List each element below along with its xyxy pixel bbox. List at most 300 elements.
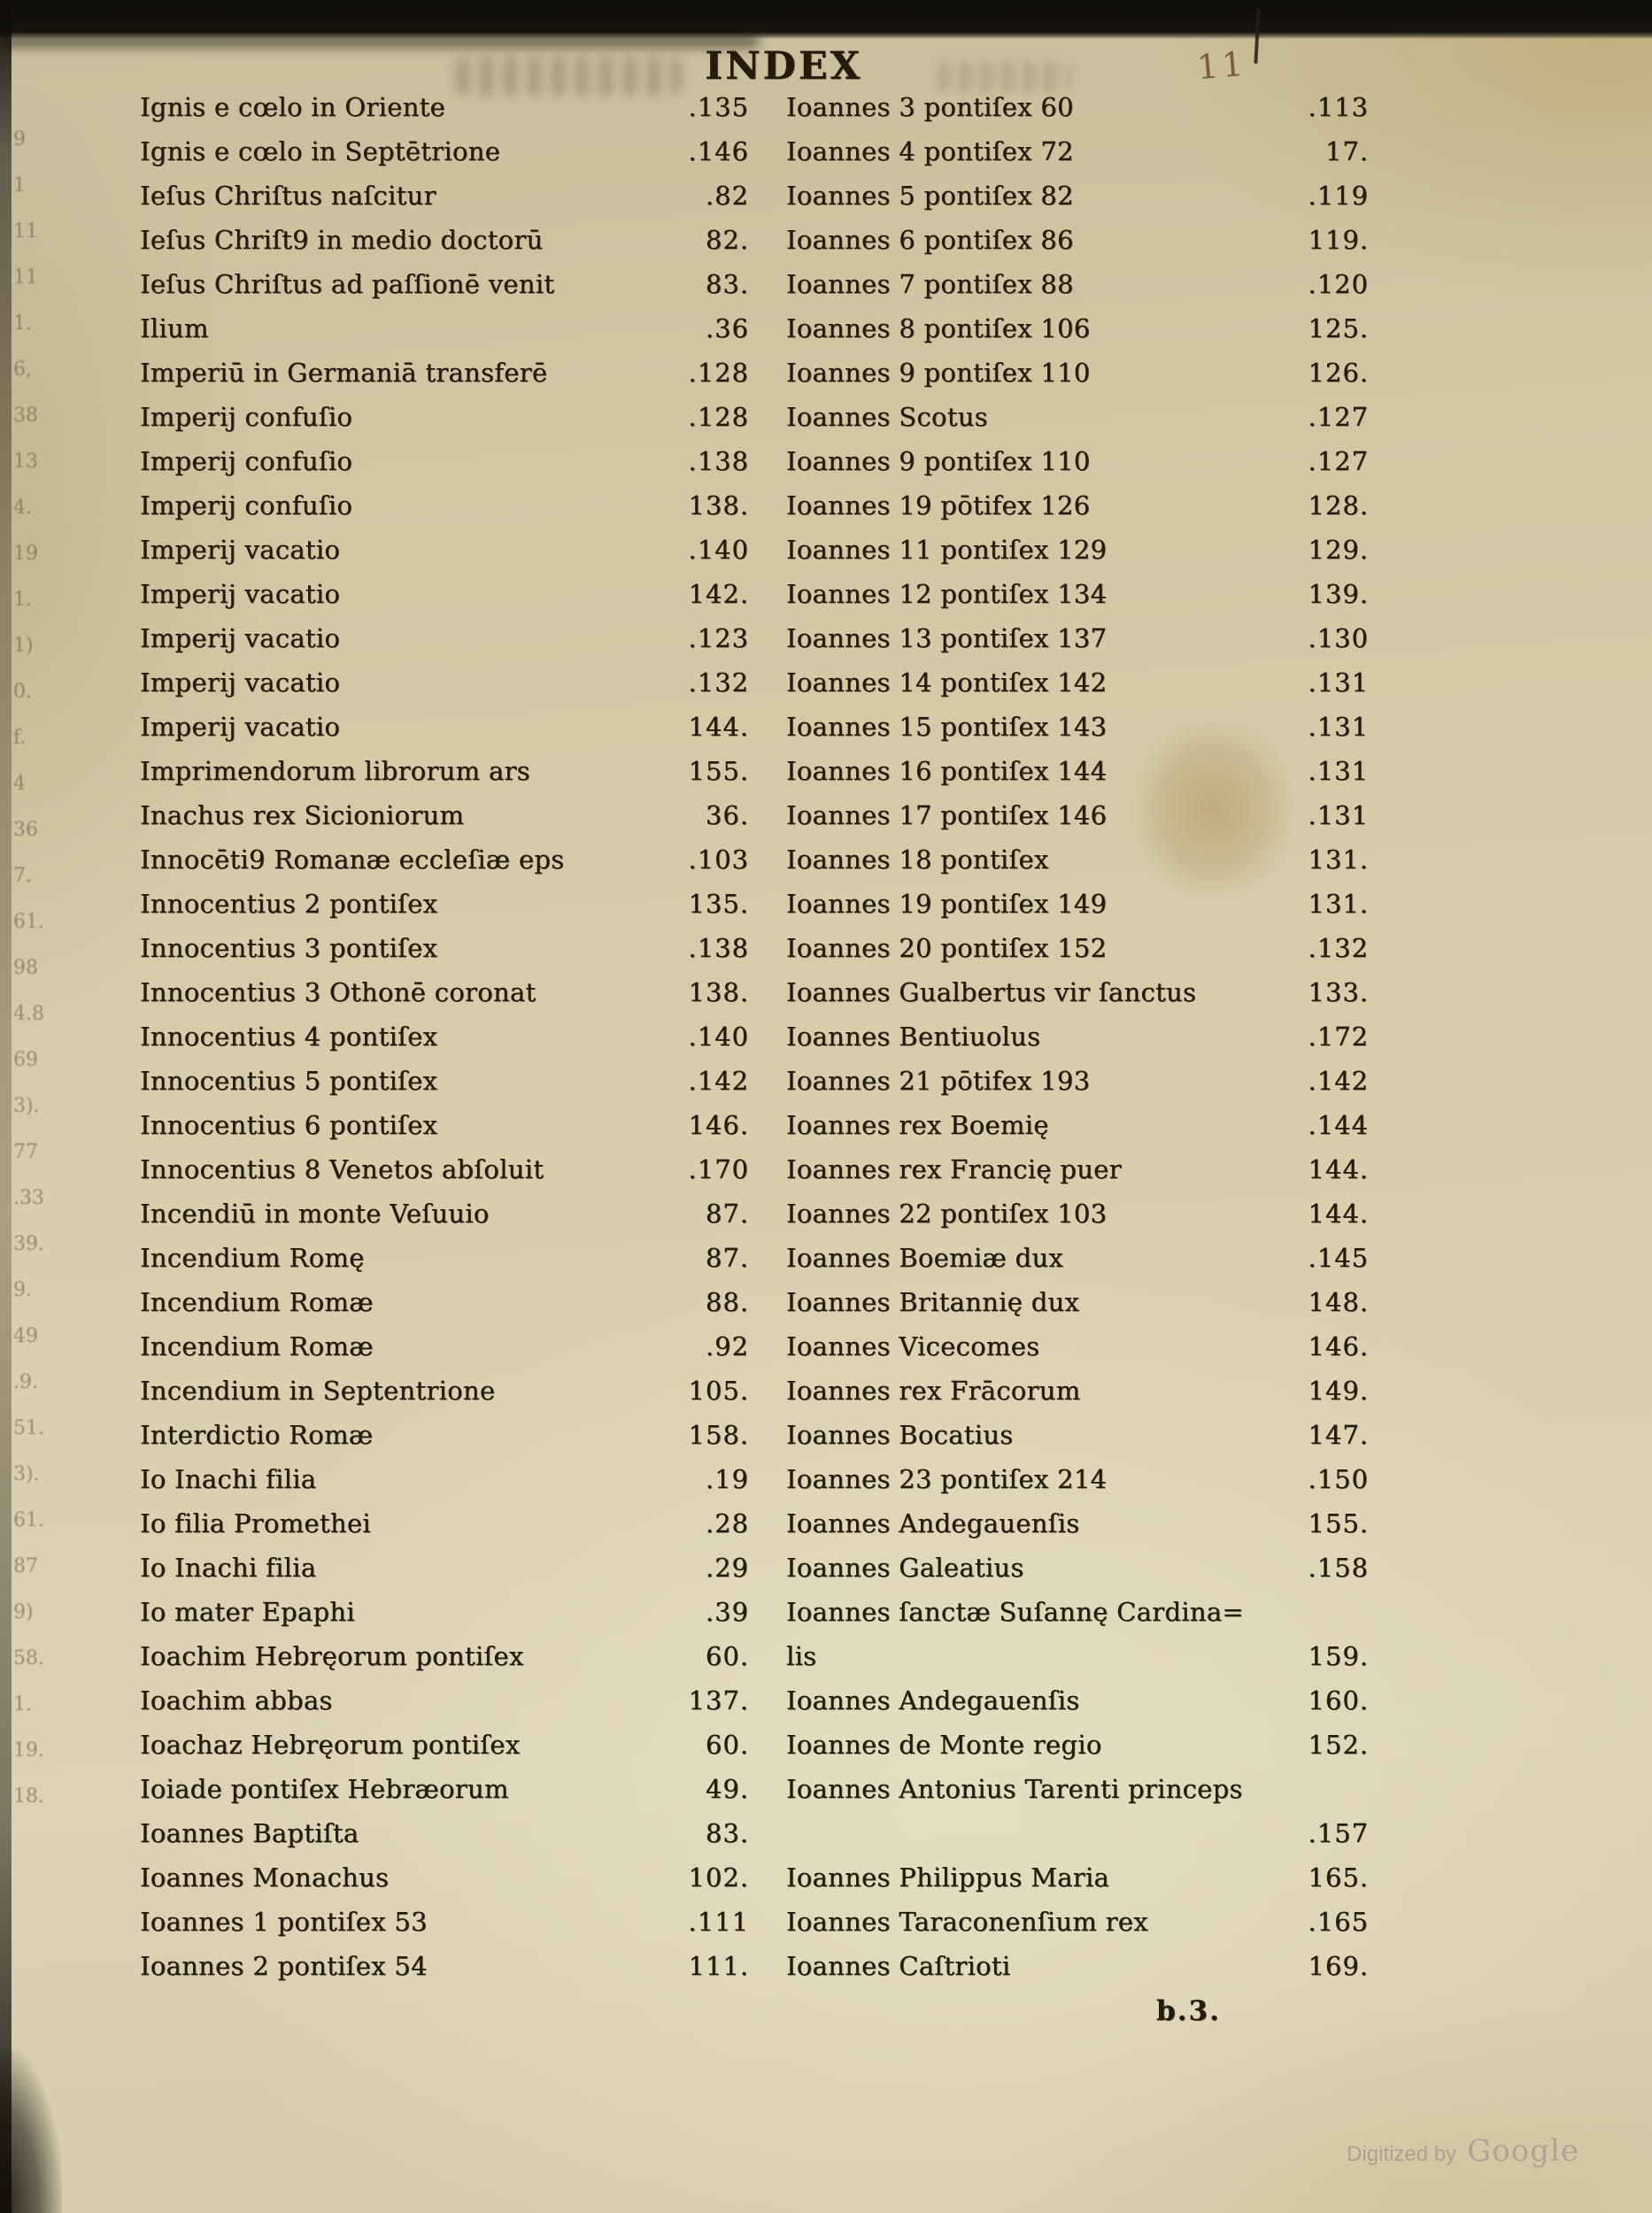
entry-label: Interdictio Romæ bbox=[140, 1420, 374, 1450]
entry-page-number: 111. bbox=[688, 1951, 749, 1981]
scan-edge-top-smudge bbox=[0, 34, 760, 48]
entry-label: Ioannes Monachus bbox=[140, 1862, 390, 1893]
index-entry bbox=[140, 1678, 749, 1723]
entry-page-number: 138. bbox=[688, 977, 749, 1007]
entry-label: Ioannes 21 pōtifex 193 bbox=[786, 1066, 1091, 1096]
index-entry bbox=[786, 1723, 1369, 1767]
index-entry bbox=[786, 882, 1369, 926]
entry-label: Ioannes 4 pontiſex 72 bbox=[786, 136, 1074, 166]
index-entry bbox=[786, 572, 1369, 616]
index-entry bbox=[140, 926, 749, 970]
index-entry bbox=[786, 1103, 1369, 1147]
entry-label: Ioannes Bocatius bbox=[786, 1420, 1014, 1450]
entry-label: Ioannes Taraconenſium rex bbox=[786, 1907, 1148, 1937]
entry-label: Ioannes 15 pontiſex 143 bbox=[786, 712, 1108, 742]
entry-label: Innocentius 5 pontiſex bbox=[140, 1066, 438, 1096]
index-entry bbox=[786, 1280, 1369, 1324]
entry-page-number: 152. bbox=[1308, 1730, 1369, 1760]
entry-page-number: .131 bbox=[1308, 800, 1369, 830]
entry-page-number: 131. bbox=[1308, 889, 1369, 919]
handwritten-page-number: 11 bbox=[1195, 43, 1249, 88]
entry-page-number: 129. bbox=[1308, 535, 1369, 565]
entry-label: Ioiade pontiſex Hebræorum bbox=[140, 1774, 509, 1804]
entry-page-number: 88. bbox=[705, 1287, 749, 1317]
index-entry bbox=[786, 173, 1369, 218]
entry-page-number: .140 bbox=[688, 1022, 749, 1052]
entry-label: Imperij vacatio bbox=[140, 712, 341, 742]
margin-mark: 1. bbox=[13, 1693, 32, 1716]
index-entry bbox=[786, 660, 1369, 705]
scan-corner-smudge bbox=[0, 2049, 62, 2213]
index-entry bbox=[140, 749, 749, 793]
entry-label: Ioannes 19 pōtifex 126 bbox=[786, 490, 1091, 520]
entry-label: Ieſus Chriſt9 in medio doctorū bbox=[140, 225, 544, 255]
entry-label: Ieſus Chriſtus naſcitur bbox=[140, 181, 436, 211]
entry-label: Ioannes 16 pontiſex 144 bbox=[786, 756, 1108, 786]
entry-label: Ioannes 5 pontiſex 82 bbox=[786, 181, 1074, 211]
entry-label: Ioannes rex Frācorum bbox=[786, 1376, 1081, 1406]
entry-label: Io filia Promethei bbox=[140, 1508, 371, 1538]
entry-label: Innocentius 3 pontiſex bbox=[140, 933, 438, 963]
entry-page-number: .36 bbox=[705, 313, 749, 343]
entry-page-number: 133. bbox=[1308, 977, 1369, 1007]
margin-mark: 69 bbox=[13, 1049, 38, 1071]
entry-label: Imperij vacatio bbox=[140, 535, 341, 565]
index-entry bbox=[140, 1280, 749, 1324]
entry-page-number: .140 bbox=[688, 535, 749, 565]
entry-label: Innocentius 3 Othonē coronat bbox=[140, 977, 537, 1007]
index-entry bbox=[140, 351, 749, 395]
margin-mark: 38 bbox=[13, 405, 38, 427]
index-entry bbox=[140, 1944, 749, 1988]
entry-page-number: 144. bbox=[1308, 1154, 1369, 1184]
entry-page-number: .157 bbox=[1308, 1818, 1369, 1848]
index-entry bbox=[140, 572, 749, 616]
entry-label: Ioannes Caſtrioti bbox=[786, 1951, 1011, 1981]
index-entry bbox=[140, 1811, 749, 1855]
index-entry bbox=[786, 85, 1369, 129]
index-entry bbox=[786, 793, 1369, 837]
entry-page-number: 165. bbox=[1308, 1862, 1369, 1893]
index-entry bbox=[140, 660, 749, 705]
index-entry bbox=[786, 1413, 1369, 1457]
entry-page-number: 149. bbox=[1308, 1376, 1369, 1406]
entry-label: Ioannes Scotus bbox=[786, 402, 988, 432]
margin-mark: .9. bbox=[13, 1371, 38, 1393]
entry-page-number: .142 bbox=[1308, 1066, 1369, 1096]
entry-label: Ioannes 11 pontiſex 129 bbox=[786, 535, 1108, 565]
entry-page-number: 83. bbox=[705, 1818, 749, 1848]
entry-label: Ioannes Baptiſta bbox=[140, 1818, 359, 1848]
index-entry bbox=[140, 1413, 749, 1457]
entry-label: Ioannes Andegauenſis bbox=[786, 1685, 1080, 1716]
index-entry bbox=[786, 1191, 1369, 1236]
index-entry bbox=[786, 1546, 1369, 1590]
entry-label: Io Inachi filia bbox=[140, 1553, 317, 1583]
index-entry bbox=[786, 1059, 1369, 1103]
index-entry bbox=[140, 793, 749, 837]
entry-page-number: .19 bbox=[705, 1464, 749, 1494]
entry-label: Io Inachi filia bbox=[140, 1464, 317, 1494]
entry-label: Ioannes Vicecomes bbox=[786, 1331, 1040, 1361]
margin-mark: 98 bbox=[13, 957, 38, 979]
entry-page-number: .158 bbox=[1308, 1553, 1369, 1583]
entry-label: Imperij vacatio bbox=[140, 623, 341, 653]
entry-label: Innocentius 8 Venetos abſoluit bbox=[140, 1154, 544, 1184]
entry-page-number: 160. bbox=[1308, 1685, 1369, 1716]
entry-label: Innocēti9 Romanæ eccleſiæ eps bbox=[140, 844, 565, 875]
entry-page-number: .144 bbox=[1308, 1110, 1369, 1140]
entry-label: Imperiū in Germaniā transferē bbox=[140, 358, 548, 388]
entry-page-number: .123 bbox=[688, 623, 749, 653]
index-entry bbox=[786, 749, 1369, 793]
index-entry bbox=[140, 1900, 749, 1944]
margin-mark: 19 bbox=[13, 543, 38, 565]
entry-page-number: 82. bbox=[705, 225, 749, 255]
bleedthrough-margin-marks bbox=[13, 117, 50, 1820]
index-entry bbox=[786, 616, 1369, 660]
entry-label: Ioannes 1 pontiſex 53 bbox=[140, 1907, 428, 1937]
entry-label: Ignis e cœlo in Septētrione bbox=[140, 136, 501, 166]
index-column-right bbox=[786, 85, 1369, 1988]
margin-mark: 39. bbox=[13, 1233, 44, 1255]
entry-label: Imperij confuſio bbox=[140, 490, 353, 520]
index-entry bbox=[786, 129, 1369, 173]
margin-mark: .33 bbox=[13, 1187, 44, 1209]
entry-label: Ioannes 19 pontiſex 149 bbox=[786, 889, 1108, 919]
entry-page-number: .142 bbox=[688, 1066, 749, 1096]
index-entry bbox=[786, 1501, 1369, 1546]
entry-label: Ioannes ſanctæ Suſannę Cardina= bbox=[786, 1597, 1244, 1627]
index-entry bbox=[140, 705, 749, 749]
index-entry bbox=[140, 129, 749, 173]
margin-mark: 1) bbox=[13, 635, 34, 657]
entry-page-number: 139. bbox=[1308, 579, 1369, 609]
entry-label: Ioannes 9 pontiſex 110 bbox=[786, 446, 1091, 476]
index-entry bbox=[140, 882, 749, 926]
entry-label: Imperij confuſio bbox=[140, 446, 353, 476]
signature-mark: b.3. bbox=[1156, 1995, 1221, 2027]
entry-page-number: .127 bbox=[1308, 402, 1369, 432]
entry-page-number: 105. bbox=[688, 1376, 749, 1406]
margin-mark: 58. bbox=[13, 1647, 44, 1669]
index-entry bbox=[786, 1944, 1369, 1988]
index-entry bbox=[140, 1059, 749, 1103]
entry-page-number: 155. bbox=[1308, 1508, 1369, 1538]
index-entry bbox=[140, 218, 749, 262]
index-entry bbox=[140, 262, 749, 306]
entry-label: Io mater Epaphi bbox=[140, 1597, 355, 1627]
entry-page-number: .165 bbox=[1308, 1907, 1369, 1937]
entry-page-number: 142. bbox=[688, 579, 749, 609]
index-entry bbox=[140, 1767, 749, 1811]
entry-label: Ioannes 8 pontiſex 106 bbox=[786, 313, 1091, 343]
entry-page-number: .146 bbox=[688, 136, 749, 166]
scan-edge-left-gutter bbox=[0, 0, 12, 2213]
index-entry bbox=[140, 439, 749, 483]
index-entry bbox=[786, 1236, 1369, 1280]
entry-page-number: .92 bbox=[705, 1331, 749, 1361]
entry-page-number: .138 bbox=[688, 446, 749, 476]
margin-mark: 4 bbox=[13, 773, 26, 795]
index-entry bbox=[140, 1191, 749, 1236]
watermark-brand: Google bbox=[1467, 2133, 1579, 2169]
margin-mark: 3). bbox=[13, 1095, 40, 1117]
entry-label: lis bbox=[786, 1641, 817, 1671]
entry-page-number: 135. bbox=[688, 889, 749, 919]
entry-page-number: 87. bbox=[705, 1199, 749, 1229]
entry-page-number: .131 bbox=[1308, 667, 1369, 698]
index-entry bbox=[140, 1546, 749, 1590]
entry-label: Ioannes Gualbertus vir ſanctus bbox=[786, 977, 1197, 1007]
entry-label: Incendiū in monte Veſuuio bbox=[140, 1199, 490, 1229]
entry-label: Ioannes Britannię dux bbox=[786, 1287, 1080, 1317]
entry-label: Ioannes Antonius Tarenti princeps bbox=[786, 1774, 1243, 1804]
index-entry bbox=[140, 616, 749, 660]
margin-mark: 4.8 bbox=[13, 1003, 44, 1025]
entry-page-number: 138. bbox=[688, 490, 749, 520]
margin-mark: 19. bbox=[13, 1739, 44, 1762]
index-entry bbox=[140, 970, 749, 1014]
index-entry bbox=[786, 528, 1369, 572]
index-entry bbox=[786, 1014, 1369, 1059]
entry-page-number: .119 bbox=[1308, 181, 1369, 211]
entry-page-number: .132 bbox=[688, 667, 749, 698]
margin-mark: 1. bbox=[13, 312, 32, 335]
entry-page-number: .29 bbox=[705, 1553, 749, 1583]
index-entry bbox=[786, 483, 1369, 528]
entry-page-number: 17. bbox=[1324, 136, 1369, 166]
entry-label: Innocentius 4 pontiſex bbox=[140, 1022, 438, 1052]
margin-mark: 51. bbox=[13, 1417, 44, 1439]
margin-mark: 11 bbox=[13, 266, 38, 289]
index-entry bbox=[140, 173, 749, 218]
index-entry bbox=[140, 1236, 749, 1280]
index-entry bbox=[140, 1369, 749, 1413]
entry-page-number: .131 bbox=[1308, 756, 1369, 786]
entry-page-number: 125. bbox=[1308, 313, 1369, 343]
entry-page-number: .131 bbox=[1308, 712, 1369, 742]
entry-page-number: 169. bbox=[1308, 1951, 1369, 1981]
entry-label: Ioannes 2 pontiſex 54 bbox=[140, 1951, 428, 1981]
margin-mark: 13 bbox=[13, 451, 38, 473]
index-entry bbox=[140, 1855, 749, 1900]
entry-label: Ignis e cœlo in Oriente bbox=[140, 92, 445, 122]
margin-mark: 9) bbox=[13, 1601, 34, 1623]
entry-page-number: .113 bbox=[1308, 92, 1369, 122]
index-entry bbox=[786, 1324, 1369, 1369]
entry-label: Imperij confuſio bbox=[140, 402, 353, 432]
entry-label: Ioannes 23 pontiſex 214 bbox=[786, 1464, 1108, 1494]
entry-label: Ilium bbox=[140, 313, 209, 343]
entry-page-number: .128 bbox=[688, 358, 749, 388]
index-entry bbox=[786, 837, 1369, 882]
entry-page-number: 144. bbox=[1308, 1199, 1369, 1229]
entry-label: Ioannes 12 pontiſex 134 bbox=[786, 579, 1108, 609]
entry-page-number: .132 bbox=[1308, 933, 1369, 963]
entry-label: Ieſus Chriſtus ad paſſionē venit bbox=[140, 269, 555, 299]
index-entry bbox=[786, 970, 1369, 1014]
entry-page-number: .120 bbox=[1308, 269, 1369, 299]
entry-label: Ioachim abbas bbox=[140, 1685, 333, 1716]
index-entry bbox=[786, 1900, 1369, 1944]
margin-mark: 1 bbox=[13, 174, 26, 197]
google-watermark bbox=[1347, 2133, 1579, 2169]
margin-mark: 61. bbox=[13, 1509, 44, 1531]
entry-page-number: 144. bbox=[688, 712, 749, 742]
entry-label: Ioannes Philippus Maria bbox=[786, 1862, 1110, 1893]
index-entry bbox=[140, 395, 749, 439]
margin-mark: 9. bbox=[13, 1279, 32, 1301]
index-entry bbox=[786, 1147, 1369, 1191]
entry-page-number: .111 bbox=[688, 1907, 749, 1937]
margin-mark: 3). bbox=[13, 1463, 40, 1485]
entry-page-number: 87. bbox=[705, 1243, 749, 1273]
index-entry bbox=[786, 1767, 1369, 1811]
entry-page-number: 60. bbox=[705, 1730, 749, 1760]
margin-mark: 6, bbox=[13, 359, 32, 381]
index-entry bbox=[786, 1855, 1369, 1900]
entry-label: Incendium in Septentrione bbox=[140, 1376, 496, 1406]
entry-label: Ioannes Boemiæ dux bbox=[786, 1243, 1064, 1273]
entry-page-number: 155. bbox=[688, 756, 749, 786]
entry-label: Ioannes 22 pontiſex 103 bbox=[786, 1199, 1108, 1229]
entry-label: Ioannes 20 pontiſex 152 bbox=[786, 933, 1108, 963]
entry-page-number: .145 bbox=[1308, 1243, 1369, 1273]
index-entry bbox=[786, 1811, 1369, 1855]
margin-mark: 11 bbox=[13, 220, 38, 243]
entry-page-number: .135 bbox=[688, 92, 749, 122]
entry-page-number: 102. bbox=[688, 1862, 749, 1893]
index-entry bbox=[140, 1590, 749, 1634]
margin-mark: 0. bbox=[13, 681, 32, 703]
entry-label: Ioannes rex Francię puer bbox=[786, 1154, 1122, 1184]
entry-page-number: .82 bbox=[705, 181, 749, 211]
index-entry bbox=[140, 1147, 749, 1191]
index-entry bbox=[786, 218, 1369, 262]
entry-label: Imperij vacatio bbox=[140, 579, 341, 609]
index-entry bbox=[786, 1678, 1369, 1723]
entry-label: Ioachim Hebręorum pontiſex bbox=[140, 1641, 524, 1671]
entry-label: Ioannes 13 pontiſex 137 bbox=[786, 623, 1108, 653]
index-entry bbox=[140, 306, 749, 351]
margin-mark: f. bbox=[13, 727, 27, 749]
margin-mark: 61. bbox=[13, 911, 44, 933]
entry-label: Ioannes 6 pontiſex 86 bbox=[786, 225, 1074, 255]
index-entry bbox=[786, 1590, 1369, 1634]
index-entry bbox=[786, 395, 1369, 439]
index-entry bbox=[140, 1103, 749, 1147]
index-column-left bbox=[140, 85, 749, 1988]
entry-label: Ioannes de Monte regio bbox=[786, 1730, 1102, 1760]
margin-mark: 9 bbox=[13, 128, 26, 150]
entry-label: Ioannes Bentiuolus bbox=[786, 1022, 1041, 1052]
index-entry bbox=[786, 439, 1369, 483]
entry-page-number: 146. bbox=[1308, 1331, 1369, 1361]
entry-page-number: .128 bbox=[688, 402, 749, 432]
index-entry bbox=[140, 483, 749, 528]
index-entry bbox=[786, 1369, 1369, 1413]
margin-mark: 18. bbox=[13, 1785, 44, 1808]
entry-page-number: .39 bbox=[705, 1597, 749, 1627]
entry-label: Ioannes 17 pontiſex 146 bbox=[786, 800, 1108, 830]
entry-page-number: .103 bbox=[688, 844, 749, 875]
watermark-text: Digitized by bbox=[1347, 2142, 1457, 2166]
entry-label: Incendium Romæ bbox=[140, 1331, 374, 1361]
entry-page-number: 36. bbox=[705, 800, 749, 830]
index-entry bbox=[786, 262, 1369, 306]
entry-page-number: 49. bbox=[705, 1774, 749, 1804]
margin-mark: 49 bbox=[13, 1325, 38, 1347]
entry-page-number: 60. bbox=[705, 1641, 749, 1671]
entry-label: Inachus rex Sicioniorum bbox=[140, 800, 465, 830]
entry-label: Innocentius 2 pontiſex bbox=[140, 889, 438, 919]
entry-label: Ioannes 7 pontiſex 88 bbox=[786, 269, 1074, 299]
margin-mark: 77 bbox=[13, 1141, 38, 1163]
entry-label: Ioannes rex Boemię bbox=[786, 1110, 1049, 1140]
entry-page-number: .130 bbox=[1308, 623, 1369, 653]
entry-page-number: 131. bbox=[1308, 844, 1369, 875]
entry-page-number: 119. bbox=[1308, 225, 1369, 255]
page-title: INDEX bbox=[705, 44, 862, 89]
index-entry bbox=[140, 1014, 749, 1059]
entry-page-number: .28 bbox=[705, 1508, 749, 1538]
entry-page-number: 146. bbox=[688, 1110, 749, 1140]
entry-label: Innocentius 6 pontiſex bbox=[140, 1110, 438, 1140]
entry-page-number: 137. bbox=[688, 1685, 749, 1716]
index-entry bbox=[786, 926, 1369, 970]
index-entry bbox=[786, 351, 1369, 395]
entry-page-number: .127 bbox=[1308, 446, 1369, 476]
index-entry bbox=[140, 1501, 749, 1546]
index-entry bbox=[140, 1634, 749, 1678]
margin-mark: 36 bbox=[13, 819, 38, 841]
index-entry bbox=[140, 1457, 749, 1501]
entry-page-number: .172 bbox=[1308, 1022, 1369, 1052]
index-entry bbox=[140, 1723, 749, 1767]
index-entry bbox=[786, 1457, 1369, 1501]
entry-page-number: .138 bbox=[688, 933, 749, 963]
entry-label: Incendium Romæ bbox=[140, 1287, 374, 1317]
margin-mark: 7. bbox=[13, 865, 32, 887]
index-entry bbox=[786, 306, 1369, 351]
entry-label: Incendium Romę bbox=[140, 1243, 365, 1273]
entry-page-number: 148. bbox=[1308, 1287, 1369, 1317]
index-entry bbox=[786, 705, 1369, 749]
entry-label: Imperij vacatio bbox=[140, 667, 341, 698]
entry-label: Ioannes Galeatius bbox=[786, 1553, 1024, 1583]
entry-page-number: 128. bbox=[1308, 490, 1369, 520]
entry-label: Ioannes Andegauenſis bbox=[786, 1508, 1080, 1538]
margin-mark: 4. bbox=[13, 497, 32, 519]
index-entry bbox=[786, 1634, 1369, 1678]
entry-page-number: .150 bbox=[1308, 1464, 1369, 1494]
entry-label: Ioachaz Hebręorum pontiſex bbox=[140, 1730, 521, 1760]
entry-label: Ioannes 9 pontiſex 110 bbox=[786, 358, 1091, 388]
entry-label: Ioannes 14 pontiſex 142 bbox=[786, 667, 1108, 698]
margin-mark: 1. bbox=[13, 589, 32, 611]
entry-label: Imprimendorum librorum ars bbox=[140, 756, 530, 786]
entry-page-number: 147. bbox=[1308, 1420, 1369, 1450]
index-entry bbox=[140, 1324, 749, 1369]
entry-page-number: .170 bbox=[688, 1154, 749, 1184]
index-entry bbox=[140, 528, 749, 572]
entry-label: Ioannes 18 pontiſex bbox=[786, 844, 1049, 875]
margin-mark: 87 bbox=[13, 1555, 38, 1577]
entry-label: Ioannes 3 pontiſex 60 bbox=[786, 92, 1074, 122]
entry-page-number: 158. bbox=[688, 1420, 749, 1450]
index-entry bbox=[140, 837, 749, 882]
